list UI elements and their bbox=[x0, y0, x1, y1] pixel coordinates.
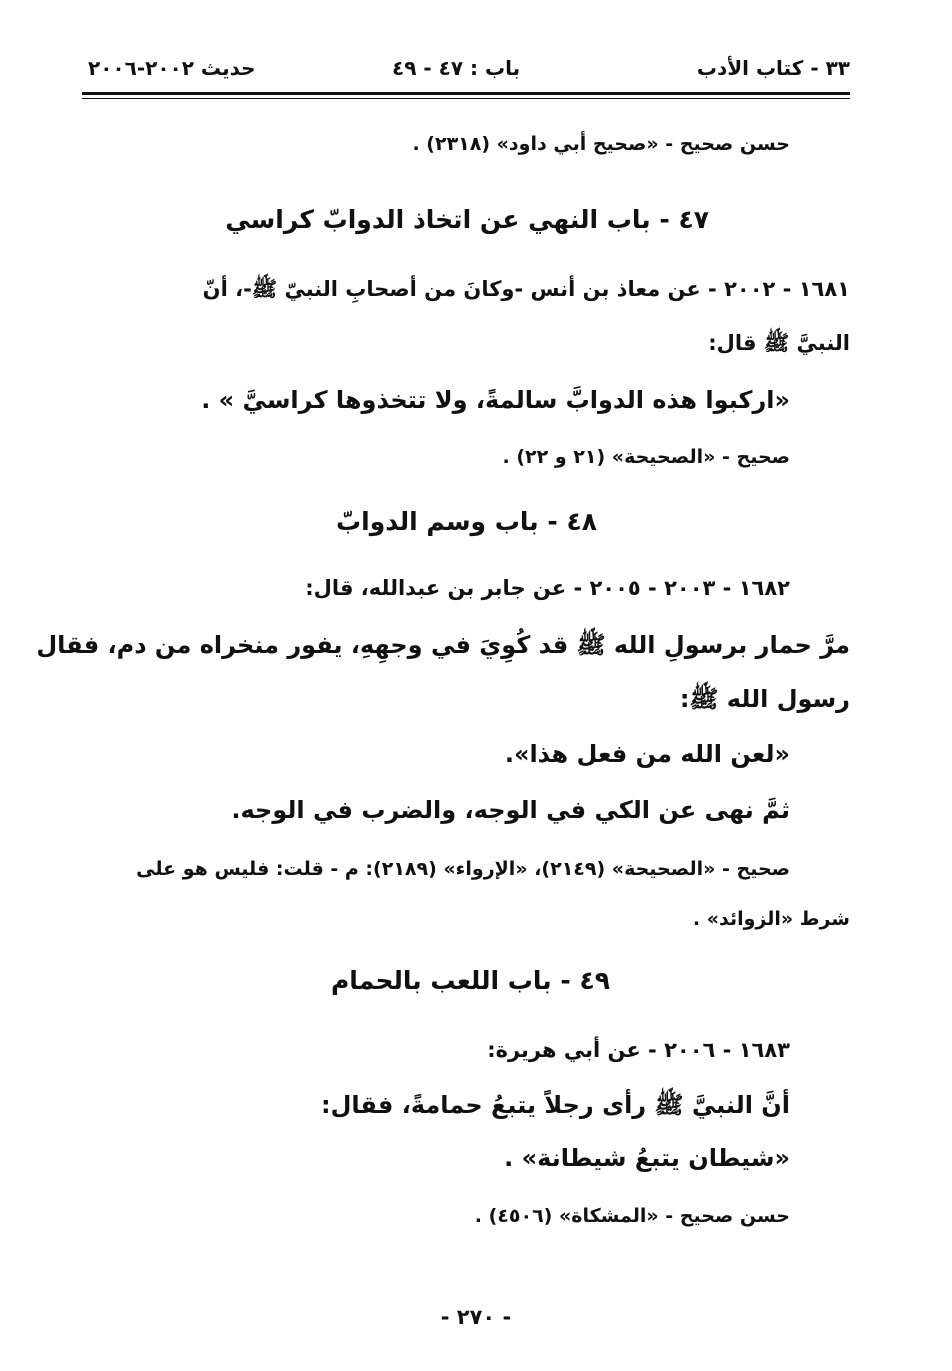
hadith-1683-opening: ١٦٨٣ - ٢٠٠٦ - عن أبي هريرة: bbox=[487, 1038, 790, 1062]
hadith-1682-grading-continued: شرط «الزوائد» . bbox=[692, 908, 850, 930]
hadith-1683-narration: أنَّ النبيَّ ﷺ رأى رجلاً يتبعُ حمامةً، فقال: bbox=[320, 1091, 790, 1119]
header-section: باب : ٤٧ - ٤٩ bbox=[392, 56, 521, 80]
hadith-1681-continuation: النبيَّ ﷺ قال: bbox=[708, 331, 850, 355]
hadith-1682-narration: مرَّ حمار برسولِ الله ﷺ قد كُوِيَ في وجهِهِ، يفور منخراه من دم، فقال bbox=[36, 631, 850, 659]
hadith-1682-grading: صحيح - «الصحيحة» (٢١٤٩)، «الإرواء» (٢١٨٩): م - قلت: فليس هو على bbox=[136, 858, 790, 880]
header-chapter: ٣٣ - كتاب الأدب bbox=[696, 56, 850, 80]
hadith-1682-opening: ١٦٨٢ - ٢٠٠٣ - ٢٠٠٥ - عن جابر بن عبدالله، قال: bbox=[305, 576, 790, 600]
hadith-1682-continuation: رسول الله ﷺ: bbox=[679, 685, 850, 713]
hadith-1681-grading: صحيح - «الصحيحة» (٢١ و ٢٢) . bbox=[502, 446, 790, 468]
grading-line: حسن صحيح - «صحيح أبي داود» (٢٣١٨) . bbox=[412, 133, 790, 155]
hadith-1681-opening: ١٦٨١ - ٢٠٠٢ - عن معاذ بن أنس -وكانَ من أصحابِ النبيّ ﷺ-، أنّ bbox=[202, 277, 850, 301]
hadith-1681-text: «اركبوا هذه الدوابَّ سالمةً، ولا تتخذوها كراسيَّ » . bbox=[201, 386, 790, 414]
page-number: - ٢٧٠ - bbox=[440, 1305, 512, 1329]
chapter-heading-48: ٤٨ - باب وسم الدوابّ bbox=[336, 507, 597, 536]
header-hadith-range: حديث ٢٠٠٢-٢٠٠٦ bbox=[88, 56, 256, 80]
hadith-1682-addition: ثمَّ نهى عن الكي في الوجه، والضرب في الوجه. bbox=[231, 796, 790, 824]
hadith-1682-text: «لعن الله من فعل هذا». bbox=[504, 740, 790, 768]
hadith-1683-grading: حسن صحيح - «المشكاة» (٤٥٠٦) . bbox=[474, 1205, 790, 1227]
chapter-heading-47: ٤٧ - باب النهي عن اتخاذ الدوابّ كراسي bbox=[225, 205, 709, 234]
chapter-heading-49: ٤٩ - باب اللعب بالحمام bbox=[330, 966, 610, 995]
header-rule-thin bbox=[82, 98, 850, 99]
header-rule-thick bbox=[82, 92, 850, 95]
hadith-1683-text: «شيطان يتبعُ شيطانة» . bbox=[504, 1144, 790, 1172]
